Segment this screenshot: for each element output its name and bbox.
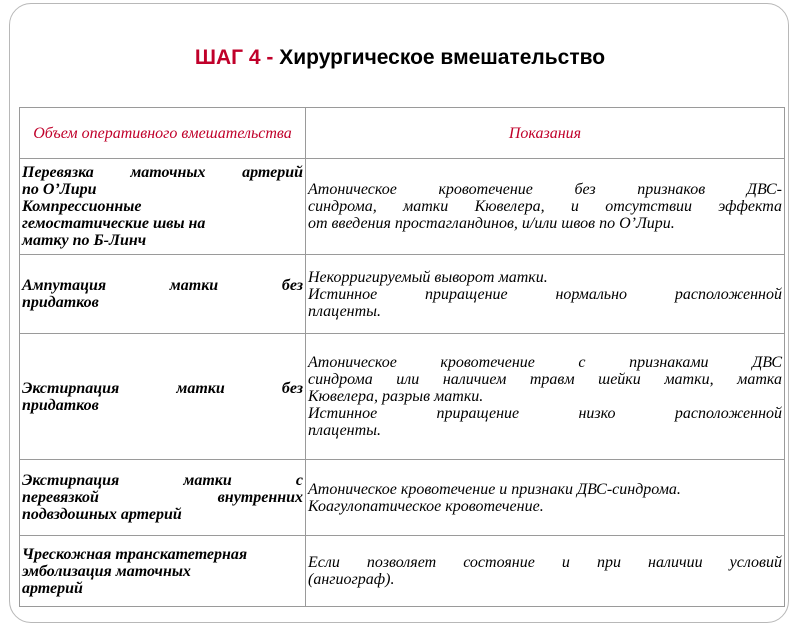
indication-line: Если позволяет состояние и при наличии условий: [308, 554, 782, 571]
procedure-line: перевязкой внутренних: [22, 489, 303, 506]
table-row: [20, 334, 785, 460]
indication-line: Атоническое кровотечение с признаками ДВС: [308, 354, 782, 371]
indication-line: Кювелера, разрыв матки.: [308, 388, 484, 405]
table-header-row: [20, 108, 785, 159]
indication-line: Атоническое кровотечение без признаков ДВС-: [308, 181, 782, 198]
indication-line: Истинное приращение низко расположенной: [308, 405, 782, 422]
procedure-cell: [20, 536, 306, 607]
indication-cell: [306, 255, 785, 334]
indication-cell: [306, 159, 785, 255]
procedure-line: придатков: [22, 396, 99, 414]
indication-cell: [306, 536, 785, 607]
procedure-cell: [20, 460, 306, 536]
procedure-line: матку по Б-Линч: [22, 232, 147, 249]
procedure-line: Экстирпация матки с: [22, 472, 303, 489]
procedure-cell: [20, 159, 306, 255]
procedure-line: эмболизация маточных: [22, 562, 191, 580]
header-indications: Показания: [306, 108, 785, 159]
indication-line: Атоническое кровотечение и признаки ДВС-синдрома.: [308, 480, 681, 498]
indication-line: Истинное приращение нормально расположенной: [308, 285, 782, 303]
procedure-cell: [20, 334, 306, 460]
procedure-line: артерий: [22, 579, 83, 597]
indication-line: плаценты.: [308, 422, 381, 439]
indication-line: от введения простагландинов, и/или швов по О’Лири.: [308, 215, 675, 232]
surgery-table: [19, 107, 785, 607]
indication-line: (ангиограф).: [308, 571, 395, 588]
title-dash: -: [260, 46, 280, 69]
procedure-line: по О’Лири: [22, 181, 97, 198]
indication-line: Некорригируемый выворот матки.: [308, 268, 548, 286]
procedure-cell: [20, 255, 306, 334]
indication-line: Коагулопатическое кровотечение.: [308, 497, 544, 515]
procedure-line: Чрескожная транскатетерная: [22, 545, 248, 563]
procedure-line: Ампутация матки без: [22, 277, 303, 294]
indication-cell: [306, 460, 785, 536]
procedure-line: подвздошных артерий: [22, 506, 182, 523]
title-text: Хирургическое вмешательство: [279, 46, 606, 69]
table-row: [20, 255, 785, 334]
procedure-line: Экстирпация матки без: [22, 379, 303, 397]
indication-cell: [306, 334, 785, 460]
title-step: ШАГ 4: [194, 46, 261, 69]
table-row: [20, 536, 785, 607]
slide-title: [0, 46, 800, 70]
header-procedure: Объем оперативного вмешательства: [20, 108, 306, 159]
indication-line: синдрома, матки Кювелера, и отсутствии эффекта: [308, 198, 782, 215]
indication-line: плаценты.: [308, 302, 381, 320]
table-row: [20, 460, 785, 536]
procedure-line: Перевязка маточных артерий: [22, 164, 303, 181]
procedure-line: гемостатические швы на: [22, 215, 206, 232]
indication-line: синдрома или наличием травм шейки матки, матка: [308, 371, 782, 388]
procedure-line: придатков: [22, 294, 99, 311]
table-row: [20, 159, 785, 255]
procedure-line: Компрессионные: [22, 198, 142, 215]
